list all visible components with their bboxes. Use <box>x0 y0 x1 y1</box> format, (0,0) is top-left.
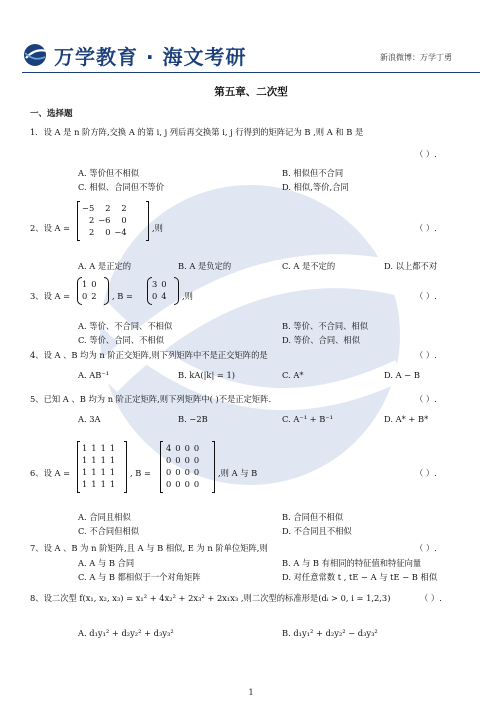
matrix-cell: 0 <box>82 291 88 301</box>
logo <box>22 40 247 70</box>
question-5-text: 5、已知 A 、B 均为 n 阶正定矩阵,则下列矩阵中( )不是正定矩阵. <box>30 394 272 404</box>
question-3-matrix-b <box>150 278 169 302</box>
globe-logo-icon <box>22 42 48 68</box>
matrix-cell: 1 <box>82 479 88 489</box>
question-1-option-d: D. 相似,等价,合同 <box>282 182 349 192</box>
matrix-cell: 0 <box>121 215 127 225</box>
question-8-text: 8、设二次型 f(x₁, x₂, x₃) = x₁² + 4x₂² + 2x₃² + 2x₁x₃ ,则二次型的标准形是(dᵢ > 0, i = 1,2,3) <box>30 593 391 603</box>
question-7-option-c: C. A 与 B 都相似于一个对角矩阵 <box>78 572 201 582</box>
matrix-bracket-right <box>146 201 149 241</box>
matrix-bracket-right <box>212 441 215 493</box>
matrix-cell: 0 <box>175 443 181 453</box>
question-2-option-b: B. A 是负定的 <box>178 261 232 271</box>
matrix-cell: 2 <box>105 203 111 213</box>
matrix-cell: 1 <box>91 455 97 465</box>
matrix-cell: 1 <box>100 467 106 477</box>
matrix-cell: 0 <box>184 479 190 489</box>
question-5-option-b: B. −2B <box>178 414 208 424</box>
matrix-cell: 1 <box>109 479 116 489</box>
matrix-cell: 1 <box>82 467 88 477</box>
matrix-cell: 0 <box>193 467 200 477</box>
logo-text: 万学教育 · 海文考研 <box>54 44 247 69</box>
matrix-cell: −6 <box>98 215 111 225</box>
question-1-option-b: B. 相似但不合同 <box>282 168 344 178</box>
matrix-bracket-left <box>160 441 163 493</box>
question-6-matrix-b <box>164 442 201 490</box>
matrix-cell: 0 <box>184 443 190 453</box>
page-header <box>0 0 502 72</box>
matrix-cell: 0 <box>193 479 200 489</box>
matrix-cell: 0 <box>184 455 190 465</box>
question-6-suffix: ,则 A 与 B <box>218 468 258 478</box>
question-3-option-a: A. 等价、不合同、不相似 <box>78 321 173 331</box>
question-3-prefix: 3、设 A = <box>30 291 71 301</box>
matrix-cell: −4 <box>114 227 127 237</box>
question-1-option-c: C. 相似、合同但不等价 <box>78 182 164 192</box>
question-2-suffix: ,则 <box>152 223 163 233</box>
question-7-answer-blank: （ ）. <box>415 543 437 553</box>
question-6-matrix-a <box>80 442 117 490</box>
question-4-answer-blank: （ ）. <box>415 350 437 360</box>
matrix-cell: 0 <box>166 467 172 477</box>
question-7-option-b: B. A 与 B 有相同的特征值和特征向量 <box>282 558 422 568</box>
question-6-prefix: 6、设 A = <box>30 468 71 478</box>
question-3-option-c: C. 等价、合同、不相似 <box>78 335 164 345</box>
matrix-cell: 2 <box>88 227 95 237</box>
matrix-cell: 2 <box>88 215 95 225</box>
page-number: 1 <box>248 688 254 697</box>
matrix-cell: 1 <box>82 279 88 289</box>
matrix-cell: −5 <box>82 203 95 213</box>
matrix-paren-right <box>104 277 109 305</box>
question-3-option-d: D. 等价、合同、相似 <box>282 335 361 345</box>
question-4-option-a: A. AB⁻¹ <box>78 370 110 380</box>
section-heading: 一、选择题 <box>30 109 73 119</box>
question-5-option-c: C. A⁻¹ + B⁻¹ <box>282 414 334 424</box>
question-3-matrix-a <box>80 278 99 302</box>
question-2-option-a: A. A 是正定的 <box>78 261 132 271</box>
question-2-prefix: 2、设 A = <box>30 223 71 233</box>
matrix-bracket-right <box>124 441 127 493</box>
question-6-mid: , B = <box>130 468 151 478</box>
matrix-cell: 1 <box>100 479 106 489</box>
question-8-answer-blank: （ ）. <box>420 593 442 603</box>
matrix-cell: 0 <box>193 455 200 465</box>
question-8-option-a: A. d₁y₁² + d₂y₂² + d₃y₃² <box>78 628 174 638</box>
matrix-cell: 1 <box>109 455 116 465</box>
matrix-cell: 1 <box>109 443 116 453</box>
question-6-option-d: D. 不合同且不相似 <box>282 526 352 536</box>
matrix-cell: 3 <box>152 279 158 289</box>
question-3-answer-blank: （ ）. <box>415 291 437 301</box>
question-2-matrix <box>80 202 129 238</box>
question-6-option-b: B. 合同但不相似 <box>282 512 344 522</box>
matrix-cell: 0 <box>193 443 200 453</box>
question-1-option-a: A. 等价但不相似 <box>78 168 140 178</box>
matrix-cell: 0 <box>175 455 181 465</box>
matrix-cell: 1 <box>91 479 97 489</box>
question-2-option-d: D. 以上都不对 <box>384 261 438 271</box>
question-6-answer-blank: （ ）. <box>415 468 437 478</box>
question-7-option-a: A. A 与 B 合同 <box>78 558 135 568</box>
question-1-answer-blank: （ ）. <box>415 149 437 159</box>
matrix-cell: 2 <box>121 203 127 213</box>
matrix-cell: 1 <box>82 455 88 465</box>
question-5-answer-blank: （ ）. <box>415 394 437 404</box>
matrix-cell: 1 <box>91 443 97 453</box>
matrix-cell: 0 <box>105 227 111 237</box>
question-6-option-a: A. 合同且相似 <box>78 512 131 522</box>
question-7-option-d: D. 对任意常数 t , tE − A 与 tE − B 相似 <box>282 572 438 582</box>
question-5-option-a: A. 3A <box>78 414 101 424</box>
question-4-option-c: C. A* <box>282 370 304 380</box>
matrix-cell: 0 <box>166 455 172 465</box>
matrix-cell: 4 <box>166 443 172 453</box>
chapter-title: 第五章、二次型 <box>214 86 288 98</box>
question-5-option-d: D. A* + B* <box>384 414 429 424</box>
matrix-cell: 1 <box>109 467 116 477</box>
question-3-option-b: B. 等价、不合同、相似 <box>282 321 369 331</box>
header-divider <box>22 72 480 73</box>
question-4-text: 4、设 A 、B 均为 n 阶正交矩阵,则下列矩阵中不是正交矩阵的是 <box>30 350 268 360</box>
question-4-option-d: D. A − B <box>384 370 420 380</box>
question-1-text: 1．设 A 是 n 阶方阵,交换 A 的第 i, j 列后再交换第 i, j 行得到的矩阵记为 B ,则 A 和 B 是 <box>30 127 364 137</box>
matrix-paren-right <box>174 277 179 305</box>
matrix-cell: 4 <box>161 291 167 301</box>
matrix-cell: 0 <box>161 279 167 289</box>
matrix-cell: 0 <box>184 467 190 477</box>
matrix-cell: 0 <box>91 279 97 289</box>
question-3-suffix: ,则 <box>182 291 193 301</box>
weibo-handle: 新浪微博：万学丁勇 <box>380 53 452 62</box>
question-2-answer-blank: （ ）. <box>415 223 437 233</box>
matrix-cell: 2 <box>91 291 97 301</box>
matrix-cell: 0 <box>166 479 172 489</box>
matrix-cell: 0 <box>152 291 158 301</box>
question-4-option-b: B. kA(|k| = 1) <box>178 370 235 380</box>
matrix-cell: 0 <box>175 479 181 489</box>
matrix-cell: 1 <box>91 467 97 477</box>
question-2-option-c: C. A 是不定的 <box>282 261 336 271</box>
matrix-cell: 1 <box>100 443 106 453</box>
question-7-text: 7、设 A 、B 为 n 阶矩阵,且 A 与 B 相似, E 为 n 阶单位矩阵,则 <box>30 543 268 553</box>
question-6-option-c: C. 不合同但相似 <box>78 526 140 536</box>
matrix-cell: 0 <box>175 467 181 477</box>
matrix-cell: 1 <box>100 455 106 465</box>
question-8-option-b: B. d₁y₁² + d₂y₂² − d₃y₃² <box>282 628 378 638</box>
matrix-cell: 1 <box>82 443 88 453</box>
question-3-mid: , B = <box>112 291 133 301</box>
